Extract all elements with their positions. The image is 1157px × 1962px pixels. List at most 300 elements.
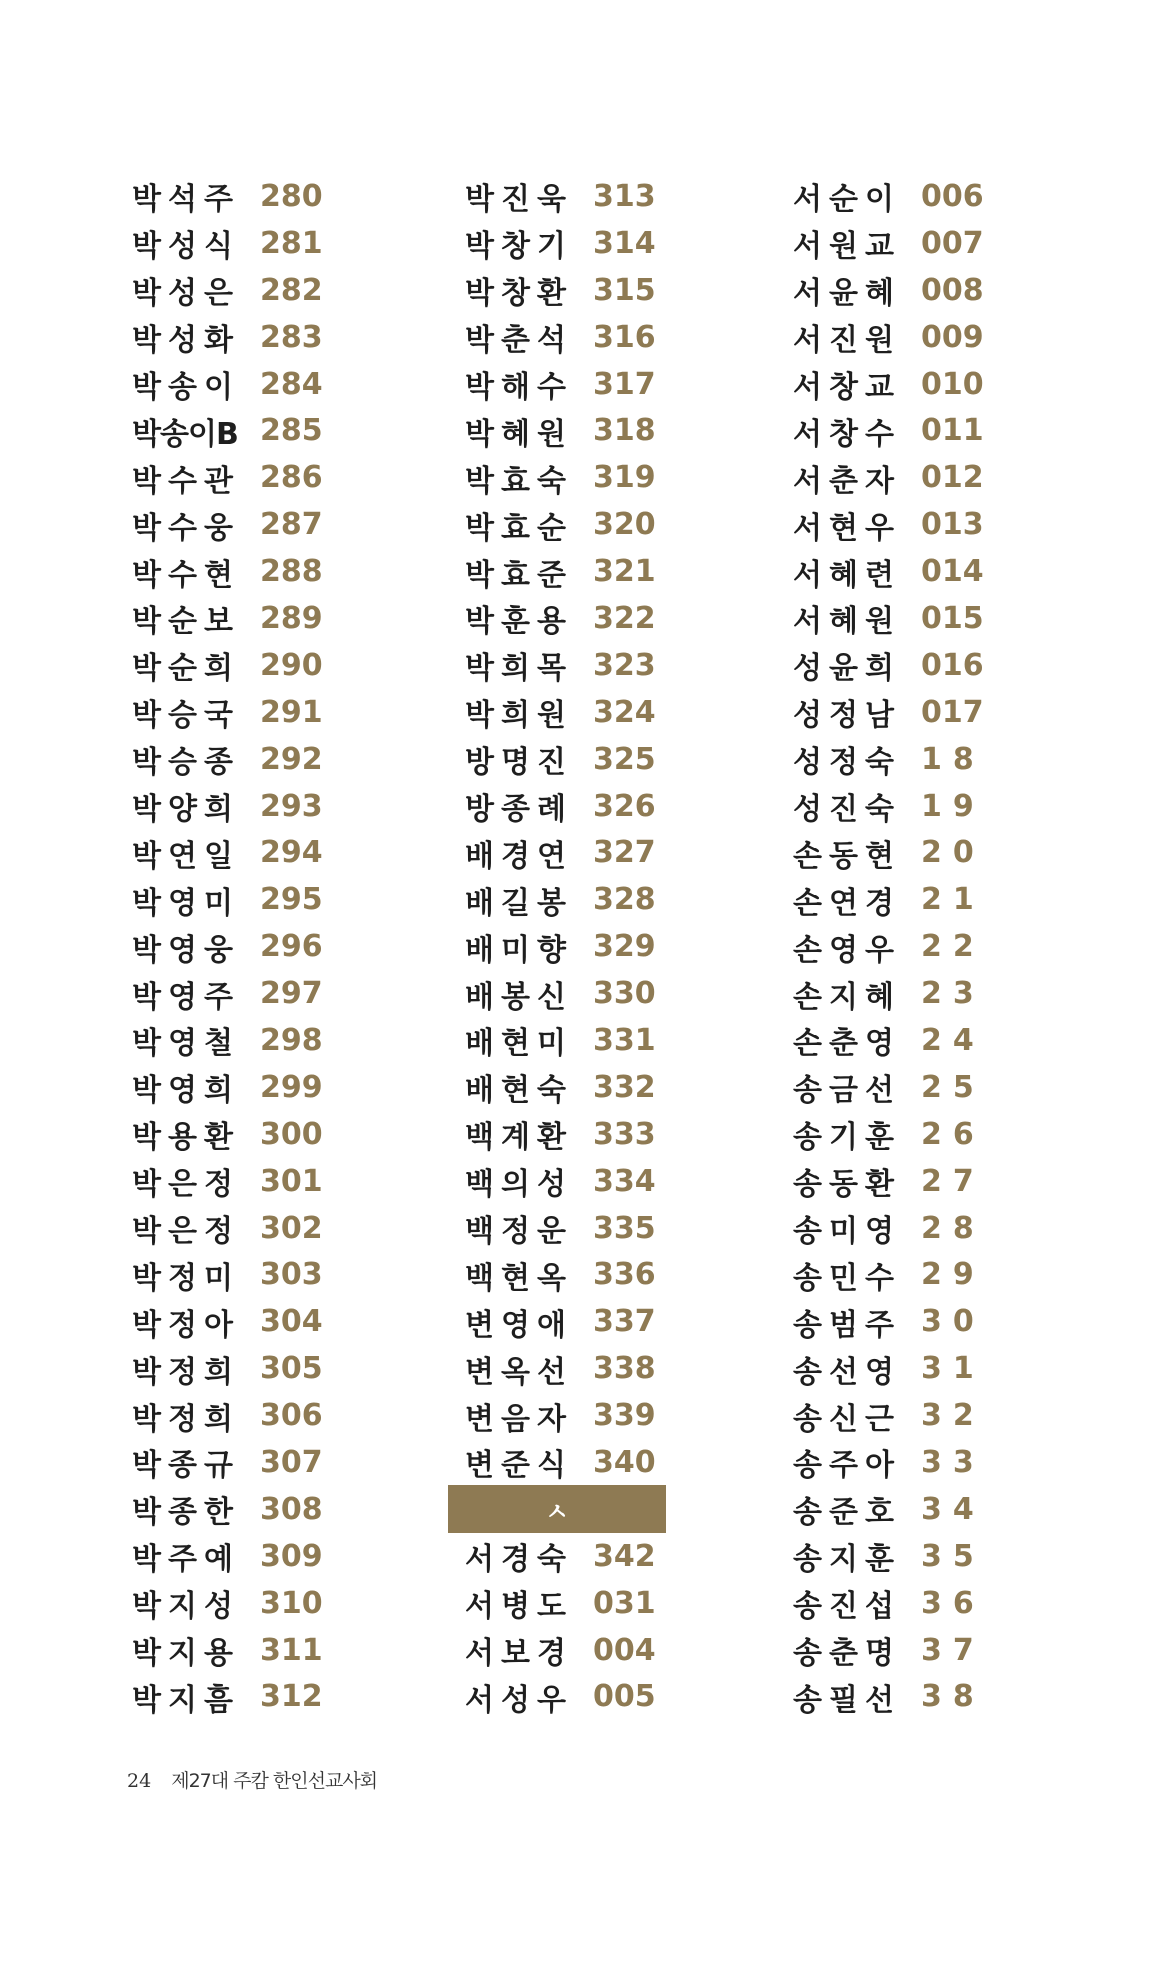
entry-name: 박승종 xyxy=(132,745,240,781)
entry-name: 송지훈 xyxy=(793,1542,901,1578)
entry-name: 박송이 xyxy=(132,370,240,405)
directory-entry xyxy=(465,361,845,408)
entry-name: 박희원 xyxy=(465,698,573,734)
directory-entry xyxy=(793,173,1157,220)
entry-number: 34 xyxy=(921,1491,985,1527)
entry-number: 312 xyxy=(260,1679,323,1715)
directory-entry xyxy=(465,1205,845,1252)
entry-number: 319 xyxy=(593,460,656,496)
entry-name: 박혜원 xyxy=(465,416,573,452)
entry-number: 329 xyxy=(593,929,656,965)
entry-number: 26 xyxy=(921,1116,985,1152)
entry-number: 290 xyxy=(260,647,323,683)
entry-number: 287 xyxy=(260,507,323,543)
entry-name: 방명진 xyxy=(465,745,573,781)
directory-entry xyxy=(465,783,845,830)
directory-entry xyxy=(793,1627,1157,1674)
entry-number: 333 xyxy=(593,1116,656,1152)
directory-entry xyxy=(132,783,512,830)
entry-name: 손연경 xyxy=(793,885,901,921)
entry-number: 006 xyxy=(921,178,984,214)
directory-entry xyxy=(465,1392,845,1439)
entry-number: 008 xyxy=(921,272,984,308)
entry-name: 박성식 xyxy=(132,229,240,265)
directory-entry xyxy=(793,595,1157,642)
entry-name: 배미향 xyxy=(465,932,573,968)
directory-entry xyxy=(132,1627,512,1674)
entry-number: 281 xyxy=(260,225,323,261)
directory-entry xyxy=(465,1627,845,1674)
directory-entry xyxy=(793,689,1157,736)
entry-name: 박진욱 xyxy=(465,182,573,218)
directory-entry xyxy=(793,736,1157,783)
entry-name: 박수현 xyxy=(132,557,240,593)
entry-name: 변준식 xyxy=(465,1448,573,1484)
directory-entry xyxy=(793,1017,1157,1064)
entry-name: 박효숙 xyxy=(465,463,573,499)
entry-number: 30 xyxy=(921,1304,985,1340)
entry-number: 32 xyxy=(921,1398,985,1434)
directory-entry xyxy=(132,595,512,642)
entry-name: 박석주 xyxy=(132,182,240,218)
entry-name: 송진섭 xyxy=(793,1589,901,1625)
entry-number: 338 xyxy=(593,1351,656,1387)
entry-name: 백의성 xyxy=(465,1167,573,1203)
directory-entry xyxy=(465,501,845,548)
directory-entry xyxy=(793,970,1157,1017)
directory-entry xyxy=(132,1674,512,1721)
entry-number: 330 xyxy=(593,976,656,1012)
directory-entry xyxy=(465,876,845,923)
directory-entry xyxy=(793,1064,1157,1111)
entry-number: 012 xyxy=(921,460,984,496)
directory-entry xyxy=(465,314,845,361)
entry-name: 박희목 xyxy=(465,651,573,687)
entry-name: 서춘자 xyxy=(793,463,901,499)
entry-number: 298 xyxy=(260,1022,323,1058)
entry-name: 서순이 xyxy=(793,182,901,218)
directory-entry xyxy=(132,361,512,408)
entry-name: 박송이B xyxy=(132,416,238,452)
directory-entry xyxy=(132,1205,512,1252)
entry-number: 304 xyxy=(260,1304,323,1340)
directory-entry xyxy=(793,361,1157,408)
entry-name: 박춘석 xyxy=(465,323,573,359)
page-footer xyxy=(127,1766,377,1793)
entry-number: 336 xyxy=(593,1257,656,1293)
entry-name: 서창교 xyxy=(793,370,901,405)
entry-number: 286 xyxy=(260,460,323,496)
directory-entry xyxy=(132,173,512,220)
entry-number: 317 xyxy=(593,366,656,402)
entry-name: 박수관 xyxy=(132,463,240,499)
entry-number: 19 xyxy=(921,788,985,824)
directory-entry xyxy=(793,642,1157,689)
directory-entry xyxy=(793,923,1157,970)
entry-number: 25 xyxy=(921,1069,985,1105)
entry-name: 박정희 xyxy=(132,1354,240,1390)
directory-entry xyxy=(132,736,512,783)
section-header-label: ㅅ xyxy=(448,1485,666,1533)
directory-entry xyxy=(465,970,845,1017)
entry-number: 37 xyxy=(921,1632,985,1668)
entry-name: 성윤희 xyxy=(793,651,901,687)
entry-number: 311 xyxy=(260,1632,323,1668)
directory-entry xyxy=(132,642,512,689)
entry-number: 27 xyxy=(921,1163,985,1199)
directory-entry xyxy=(465,1158,845,1205)
entry-number: 31 xyxy=(921,1351,985,1387)
directory-entry xyxy=(132,689,512,736)
entry-number: 303 xyxy=(260,1257,323,1293)
entry-name: 송기훈 xyxy=(793,1120,901,1156)
directory-entry xyxy=(793,220,1157,267)
entry-name: 성진숙 xyxy=(793,792,901,828)
entry-number: 320 xyxy=(593,507,656,543)
entry-name: 손춘영 xyxy=(793,1026,901,1062)
directory-entry xyxy=(132,1064,512,1111)
entry-name: 서혜원 xyxy=(793,604,901,640)
directory-entry xyxy=(465,454,845,501)
directory-entry xyxy=(793,267,1157,314)
entry-number: 009 xyxy=(921,319,984,355)
directory-entry xyxy=(793,829,1157,876)
directory-entry xyxy=(132,407,512,454)
entry-number: 29 xyxy=(921,1257,985,1293)
entry-number: 296 xyxy=(260,929,323,965)
entry-number: 007 xyxy=(921,225,984,261)
directory-entry xyxy=(793,1111,1157,1158)
entry-number: 316 xyxy=(593,319,656,355)
directory-entry xyxy=(132,314,512,361)
entry-name: 박효준 xyxy=(465,557,573,593)
entry-name: 송민수 xyxy=(793,1260,901,1296)
entry-name: 송범주 xyxy=(793,1307,901,1343)
directory-column-3 xyxy=(793,173,1157,1720)
directory-entry xyxy=(132,220,512,267)
directory-entry xyxy=(465,173,845,220)
directory-entry xyxy=(793,454,1157,501)
entry-number: 36 xyxy=(921,1585,985,1621)
entry-name: 박창기 xyxy=(465,229,573,265)
directory-entry xyxy=(793,783,1157,830)
entry-number: 013 xyxy=(921,507,984,543)
directory-entry xyxy=(465,689,845,736)
entry-number: 306 xyxy=(260,1398,323,1434)
directory-entry xyxy=(465,1251,845,1298)
entry-name: 박효순 xyxy=(465,510,573,546)
entry-name: 손영우 xyxy=(793,932,901,968)
entry-number: 24 xyxy=(921,1022,985,1058)
entry-number: 318 xyxy=(593,413,656,449)
entry-number: 340 xyxy=(593,1444,656,1480)
entry-name: 변옥선 xyxy=(465,1354,573,1390)
entry-number: 18 xyxy=(921,741,985,777)
entry-name: 백계환 xyxy=(465,1120,573,1156)
entry-name: 송동환 xyxy=(793,1167,901,1203)
entry-name: 박승국 xyxy=(132,698,240,734)
entry-number: 294 xyxy=(260,835,323,871)
entry-name: 박지용 xyxy=(132,1636,240,1672)
entry-number: 295 xyxy=(260,882,323,918)
entry-name: 서원교 xyxy=(793,229,901,265)
entry-number: 288 xyxy=(260,554,323,590)
entry-name: 서혜련 xyxy=(793,557,901,593)
entry-name: 배봉신 xyxy=(465,979,573,1015)
entry-name: 박성은 xyxy=(132,276,240,312)
entry-number: 291 xyxy=(260,694,323,730)
directory-entry xyxy=(132,876,512,923)
entry-number: 332 xyxy=(593,1069,656,1105)
entry-name: 서병도 xyxy=(465,1589,573,1625)
entry-name: 박순보 xyxy=(132,604,240,640)
directory-entry xyxy=(465,642,845,689)
entry-name: 송미영 xyxy=(793,1214,901,1250)
directory-entry xyxy=(793,314,1157,361)
entry-number: 015 xyxy=(921,600,984,636)
entry-number: 33 xyxy=(921,1444,985,1480)
entry-number: 321 xyxy=(593,554,656,590)
entry-name: 손동현 xyxy=(793,838,901,874)
directory-entry xyxy=(793,1205,1157,1252)
entry-number: 011 xyxy=(921,413,984,449)
entry-number: 23 xyxy=(921,976,985,1012)
directory-entry xyxy=(132,923,512,970)
entry-name: 박훈용 xyxy=(465,604,573,640)
entry-number: 297 xyxy=(260,976,323,1012)
directory-entry xyxy=(793,407,1157,454)
entry-number: 308 xyxy=(260,1491,323,1527)
entry-name: 박창환 xyxy=(465,276,573,312)
directory-entry xyxy=(132,454,512,501)
entry-number: 337 xyxy=(593,1304,656,1340)
entry-number: 301 xyxy=(260,1163,323,1199)
entry-number: 328 xyxy=(593,882,656,918)
entry-number: 325 xyxy=(593,741,656,777)
entry-name: 박은정 xyxy=(132,1167,240,1203)
entry-number: 314 xyxy=(593,225,656,261)
directory-entry xyxy=(465,407,845,454)
directory-entry xyxy=(465,1064,845,1111)
entry-name: 박해수 xyxy=(465,370,573,405)
entry-name: 박순희 xyxy=(132,651,240,687)
directory-entry xyxy=(465,1017,845,1064)
entry-name: 박영웅 xyxy=(132,932,240,968)
directory-entry xyxy=(465,1111,845,1158)
entry-name: 송선영 xyxy=(793,1354,901,1390)
directory-entry xyxy=(793,1580,1157,1627)
directory-entry xyxy=(132,1158,512,1205)
entry-number: 327 xyxy=(593,835,656,871)
entry-number: 20 xyxy=(921,835,985,871)
entry-number: 005 xyxy=(593,1679,656,1715)
entry-number: 299 xyxy=(260,1069,323,1105)
entry-name: 박주예 xyxy=(132,1542,240,1578)
entry-name: 서윤혜 xyxy=(793,276,901,312)
directory-entry xyxy=(793,876,1157,923)
entry-number: 307 xyxy=(260,1444,323,1480)
entry-name: 백정운 xyxy=(465,1214,573,1250)
entry-name: 성정숙 xyxy=(793,745,901,781)
entry-number: 300 xyxy=(260,1116,323,1152)
directory-entry xyxy=(465,1533,845,1580)
entry-number: 010 xyxy=(921,366,984,402)
entry-name: 서경숙 xyxy=(465,1542,573,1578)
directory-entry xyxy=(132,1580,512,1627)
directory-entry xyxy=(132,1251,512,1298)
entry-number: 293 xyxy=(260,788,323,824)
entry-name: 송신근 xyxy=(793,1401,901,1437)
entry-name: 박연일 xyxy=(132,838,240,874)
entry-number: 004 xyxy=(593,1632,656,1668)
entry-name: 방종례 xyxy=(465,792,573,828)
entry-name: 박종한 xyxy=(132,1495,240,1531)
entry-name: 송주아 xyxy=(793,1448,901,1484)
entry-number: 324 xyxy=(593,694,656,730)
entry-name: 박정아 xyxy=(132,1307,240,1343)
directory-entry xyxy=(465,1298,845,1345)
directory-entry xyxy=(465,1674,845,1721)
entry-name: 배현미 xyxy=(465,1026,573,1062)
entry-name: 박용환 xyxy=(132,1120,240,1156)
entry-number: 335 xyxy=(593,1210,656,1246)
directory-entry xyxy=(132,1017,512,1064)
directory-entry xyxy=(132,1392,512,1439)
entry-name: 박영미 xyxy=(132,885,240,921)
directory-entry xyxy=(793,1345,1157,1392)
directory-entry xyxy=(132,829,512,876)
entry-number: 326 xyxy=(593,788,656,824)
directory-entry xyxy=(793,1533,1157,1580)
entry-name: 성정남 xyxy=(793,698,901,734)
entry-number: 331 xyxy=(593,1022,656,1058)
entry-number: 323 xyxy=(593,647,656,683)
directory-entry xyxy=(465,1345,845,1392)
entry-name: 손지혜 xyxy=(793,979,901,1015)
directory-entry xyxy=(793,1486,1157,1533)
entry-number: 280 xyxy=(260,178,323,214)
entry-name: 송준호 xyxy=(793,1495,901,1531)
directory-entry xyxy=(132,1533,512,1580)
directory-entry xyxy=(465,220,845,267)
directory-entry xyxy=(132,267,512,314)
entry-number: 313 xyxy=(593,178,656,214)
section-header xyxy=(465,1486,845,1533)
entry-name: 송필선 xyxy=(793,1682,901,1718)
directory-entry xyxy=(132,1439,512,1486)
directory-column-2 xyxy=(465,173,845,1720)
directory-entry xyxy=(793,1392,1157,1439)
entry-name: 박영철 xyxy=(132,1026,240,1062)
entry-name: 송금선 xyxy=(793,1073,901,1109)
directory-entry xyxy=(132,1298,512,1345)
entry-number: 017 xyxy=(921,694,984,730)
entry-number: 38 xyxy=(921,1679,985,1715)
entry-number: 21 xyxy=(921,882,985,918)
directory-entry xyxy=(793,1439,1157,1486)
directory-entry xyxy=(793,1158,1157,1205)
entry-name: 박정희 xyxy=(132,1401,240,1437)
directory-entry xyxy=(465,1580,845,1627)
entry-number: 339 xyxy=(593,1398,656,1434)
directory-entry xyxy=(465,923,845,970)
entry-number: 305 xyxy=(260,1351,323,1387)
entry-number: 342 xyxy=(593,1538,656,1574)
directory-entry xyxy=(465,736,845,783)
entry-name: 박영주 xyxy=(132,979,240,1015)
entry-name: 백현옥 xyxy=(465,1260,573,1296)
directory-entry xyxy=(132,548,512,595)
entry-name: 송춘명 xyxy=(793,1636,901,1672)
directory-entry xyxy=(465,595,845,642)
directory-entry xyxy=(465,267,845,314)
entry-name: 박은정 xyxy=(132,1214,240,1250)
directory-entry xyxy=(793,1298,1157,1345)
entry-name: 변영애 xyxy=(465,1307,573,1343)
entry-number: 283 xyxy=(260,319,323,355)
entry-name: 박수웅 xyxy=(132,510,240,546)
entry-number: 284 xyxy=(260,366,323,402)
entry-name: 서보경 xyxy=(465,1636,573,1672)
directory-entry xyxy=(132,1345,512,1392)
entry-name: 배현숙 xyxy=(465,1073,573,1109)
entry-name: 박지흠 xyxy=(132,1682,240,1718)
entry-name: 배경연 xyxy=(465,838,573,874)
footer-title: 제27대 주캄 한인선교사회 xyxy=(171,1770,378,1792)
entry-name: 박종규 xyxy=(132,1448,240,1484)
entry-number: 285 xyxy=(260,413,323,449)
directory-entry xyxy=(132,1111,512,1158)
entry-number: 014 xyxy=(921,554,984,590)
directory-entry xyxy=(793,1674,1157,1721)
page-number: 24 xyxy=(127,1770,152,1792)
entry-name: 배길봉 xyxy=(465,885,573,921)
directory-entry xyxy=(465,548,845,595)
entry-number: 292 xyxy=(260,741,323,777)
directory-entry xyxy=(465,1439,845,1486)
entry-name: 서창수 xyxy=(793,416,901,452)
entry-number: 334 xyxy=(593,1163,656,1199)
directory-entry xyxy=(132,970,512,1017)
entry-name: 변음자 xyxy=(465,1401,573,1437)
directory-entry xyxy=(132,501,512,548)
entry-number: 302 xyxy=(260,1210,323,1246)
entry-name: 박성화 xyxy=(132,323,240,359)
entry-number: 322 xyxy=(593,600,656,636)
entry-number: 282 xyxy=(260,272,323,308)
entry-name: 박영희 xyxy=(132,1073,240,1109)
entry-number: 016 xyxy=(921,647,984,683)
entry-name: 박정미 xyxy=(132,1260,240,1296)
entry-number: 315 xyxy=(593,272,656,308)
entry-name: 박지성 xyxy=(132,1589,240,1625)
directory-entry xyxy=(793,548,1157,595)
entry-number: 35 xyxy=(921,1538,985,1574)
entry-name: 서진원 xyxy=(793,323,901,359)
entry-name: 서성우 xyxy=(465,1682,573,1718)
entry-number: 031 xyxy=(593,1585,656,1621)
directory-entry xyxy=(465,829,845,876)
entry-number: 28 xyxy=(921,1210,985,1246)
entry-number: 310 xyxy=(260,1585,323,1621)
entry-name: 서현우 xyxy=(793,510,901,546)
entry-number: 22 xyxy=(921,929,985,965)
entry-number: 289 xyxy=(260,600,323,636)
entry-number: 309 xyxy=(260,1538,323,1574)
entry-name: 박양희 xyxy=(132,792,240,828)
directory-entry xyxy=(793,501,1157,548)
directory-entry xyxy=(793,1251,1157,1298)
